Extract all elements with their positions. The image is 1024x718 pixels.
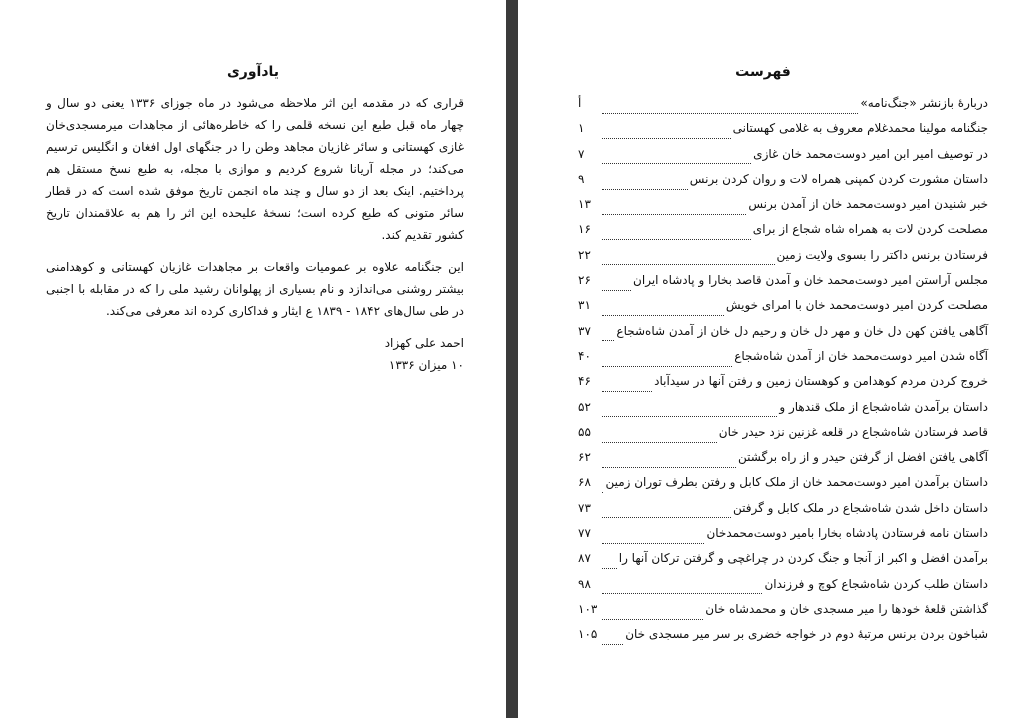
toc-leader-dots [602, 592, 762, 594]
toc-entry[interactable] [578, 577, 988, 602]
toc-entry-title: داستان مشورت کردن کمپنی همراه لات و روان کردن برنس [689, 171, 988, 186]
toc-entry-page: ۱۰۵ [578, 627, 598, 642]
toc-entry[interactable] [578, 501, 988, 526]
preface-paragraph: این جنگنامه علاوه بر عمومیات واقعات بر مجاهدات غازیان کهستانی و کوهدامنی بیشتر روشنی می‌اندازد و نام بسیاری از پهلوانان رشید ملی را که در مقابله با اجنبی در طی سال‌های ۱۸۴۲ - ۱۸۳۹ ع ایثار و فداکاری کرده اند معرفی می‌کند. [46, 260, 464, 318]
toc-entry-title: در توصیف امیر ابن امیر دوست‌محمد خان غازی [753, 146, 988, 161]
toc-entry[interactable] [578, 222, 988, 247]
toc-entry-title: برآمدن افضل و اکبر از آنجا و جنگ کردن در چراغچی و گرفتن ترکان آنها را [618, 551, 988, 566]
toc-entry-title: قاصد فرستادن شاه‌شجاع در قلعه غزنین نزد حیدر خان [718, 424, 988, 439]
toc-leader-dots [602, 441, 717, 443]
preface-body [46, 92, 464, 376]
toc-entry-title: مصلحت کردن لات به همراه شاه شجاع از برای [752, 222, 988, 237]
toc-entry[interactable] [578, 96, 988, 121]
toc-entry-title: آگاهی یافتن کهن دل خان و مهر دل خان و رحیم دل خان از آمدن شاه‌شجاع [616, 323, 988, 338]
toc-leader-dots [602, 390, 652, 392]
toc-entry[interactable] [578, 121, 988, 146]
toc-leader-dots [602, 365, 732, 367]
toc-entry-title: آگاه شدن امیر دوست‌محمد خان از آمدن شاه‌شجاع [734, 348, 988, 363]
toc-entry-title: خروج کردن مردم کوهدامن و کوهستان زمین و رفتن آنها در سیدآباد [654, 374, 988, 389]
toc-entry-title: مجلس آراستن امیر دوست‌محمد خان و آمدن قاصد بخارا و پادشاه ایران [633, 273, 988, 288]
toc-entry-page: ۴۰ [578, 348, 591, 363]
signature-name: احمد علی کهزاد [384, 336, 464, 350]
toc-entry-page: ۵۵ [578, 424, 591, 439]
toc-entry[interactable] [578, 425, 988, 450]
toc-entry[interactable] [578, 627, 988, 652]
toc-leader-dots [602, 162, 751, 164]
toc-leader-dots [602, 491, 603, 493]
toc-leader-dots [602, 314, 724, 316]
toc-entry-page: ۱۰۳ [578, 601, 598, 616]
toc-entry[interactable] [578, 526, 988, 551]
toc-entry-title: داستان برآمدن شاه‌شجاع از ملک قندهار و [779, 399, 988, 414]
page-title: یادآوری [226, 64, 280, 80]
toc-entry-page: ۳۱ [578, 298, 591, 313]
toc-leader-dots [602, 289, 631, 291]
toc-leader-dots [602, 188, 688, 190]
toc-entry[interactable] [578, 172, 988, 197]
toc-entry-title: گذاشتن قلعهٔ خودها را میر مسجدی خان و محمدشاه خان [705, 601, 988, 616]
preface-paragraph: قراری که در مقدمه این اثر ملاحظه می‌شود در ماه جوزای ۱۳۳۶ یعنی دو سال و چهار ماه قبل طبع این نسخه قلمی را که خاطره‌هائی از مجاهدات میرمسجدی‌خان غازی کهستانی و سائر غازیان مجاهد وطن را در جنگهای اول افغان و انگلیس ترسیم می‌کند؛ در مجله آریانا شروع کردیم و موازی با مجله، به طبع نسخ مستقل هم پرداختیم. اینک بعد از دو سال و چند ماه انجمن تاریخ موفق شده است که در قطار سائر متونی که طبع کرده است؛ نسخهٔ علیحده این اثر را هم به علاقمندان تاریخ کشور تقدیم کند. [46, 96, 465, 242]
toc-entry-title: شباخون بردن برنس مرتبهٔ دوم در خواجه خضری بر سر میر مسجدی خان [625, 627, 988, 642]
toc-entry-title: جنگنامه مولینا محمدغلام معروف به غلامی کهستانی [732, 121, 988, 136]
toc-entry[interactable] [578, 349, 988, 374]
toc-entry-title: آگاهی یافتن افضل از گرفتن حیدر و از راه برگشتن [738, 450, 988, 465]
toc-leader-dots [602, 415, 777, 417]
table-of-contents [578, 96, 988, 653]
toc-leader-dots [602, 516, 731, 518]
left-page [0, 0, 506, 718]
toc-entry[interactable] [578, 450, 988, 475]
toc-leader-dots [602, 339, 614, 341]
toc-entry-page: ۳۷ [578, 323, 591, 338]
toc-entry-title: خبر شنیدن امیر دوست‌محمد خان از آمدن برنس [748, 197, 988, 212]
toc-entry[interactable] [578, 374, 988, 399]
toc-entry-title: داستان طلب کردن شاه‌شجاع کوچ و فرزندان [764, 576, 988, 591]
toc-entry-page: ۱۶ [578, 222, 591, 237]
toc-entry[interactable] [578, 602, 988, 627]
toc-title: فهرست [735, 64, 791, 80]
toc-leader-dots [602, 466, 736, 468]
toc-entry-page: ۱۳ [578, 197, 591, 212]
toc-entry[interactable] [578, 147, 988, 172]
toc-leader-dots [602, 618, 703, 620]
toc-entry-page: ۹۸ [578, 576, 591, 591]
toc-entry-page: ۱ [578, 121, 585, 136]
toc-entry-page: أ [578, 96, 582, 110]
toc-entry[interactable] [578, 400, 988, 425]
toc-entry-page: ۲۲ [578, 247, 591, 262]
toc-leader-dots [602, 137, 731, 139]
toc-leader-dots [602, 567, 617, 569]
toc-entry-title: دربارهٔ بازنشر «جنگ‌نامه» [860, 96, 988, 110]
toc-leader-dots [602, 238, 751, 240]
toc-entry-page: ۷ [578, 146, 585, 161]
toc-entry-title: داستان برآمدن امیر دوست‌محمد خان از ملک کابل و رفتن بطرف توران زمین [605, 475, 988, 490]
toc-entry-title: فرستادن برنس داکتر را بسوی ولایت زمین [776, 247, 988, 262]
toc-leader-dots [602, 213, 746, 215]
toc-entry-page: ۸۷ [578, 551, 591, 566]
toc-leader-dots [602, 643, 623, 645]
toc-leader-dots [602, 263, 775, 265]
toc-entry-page: ۶۲ [578, 450, 591, 465]
toc-entry[interactable] [578, 324, 988, 349]
toc-entry[interactable] [578, 551, 988, 576]
toc-entry-page: ۹ [578, 171, 585, 186]
toc-entry-page: ۲۶ [578, 273, 591, 288]
toc-entry[interactable] [578, 197, 988, 222]
toc-entry[interactable] [578, 298, 988, 323]
toc-entry-page: ۷۳ [578, 500, 591, 515]
right-page [518, 0, 1024, 718]
signature-date: ۱۰ میزان ۱۳۳۶ [388, 358, 464, 372]
toc-entry[interactable] [578, 273, 988, 298]
toc-leader-dots [602, 112, 858, 114]
toc-entry-title: داستان داخل شدن شاه‌شجاع در ملک کابل و گرفتن [733, 500, 988, 515]
toc-entry-page: ۷۷ [578, 526, 591, 541]
toc-entry-page: ۶۸ [578, 475, 591, 490]
toc-entry-title: مصلحت کردن امیر دوست‌محمد خان با امرای خویش [725, 298, 988, 313]
book-gutter [506, 0, 518, 718]
toc-leader-dots [602, 542, 704, 544]
toc-entry-page: ۴۶ [578, 374, 591, 389]
toc-entry-page: ۵۲ [578, 399, 591, 414]
toc-entry[interactable] [578, 248, 988, 273]
toc-entry[interactable] [578, 475, 988, 500]
toc-entry-title: داستان نامه فرستادن پادشاه بخارا بامیر دوست‌محمدخان [706, 526, 988, 541]
